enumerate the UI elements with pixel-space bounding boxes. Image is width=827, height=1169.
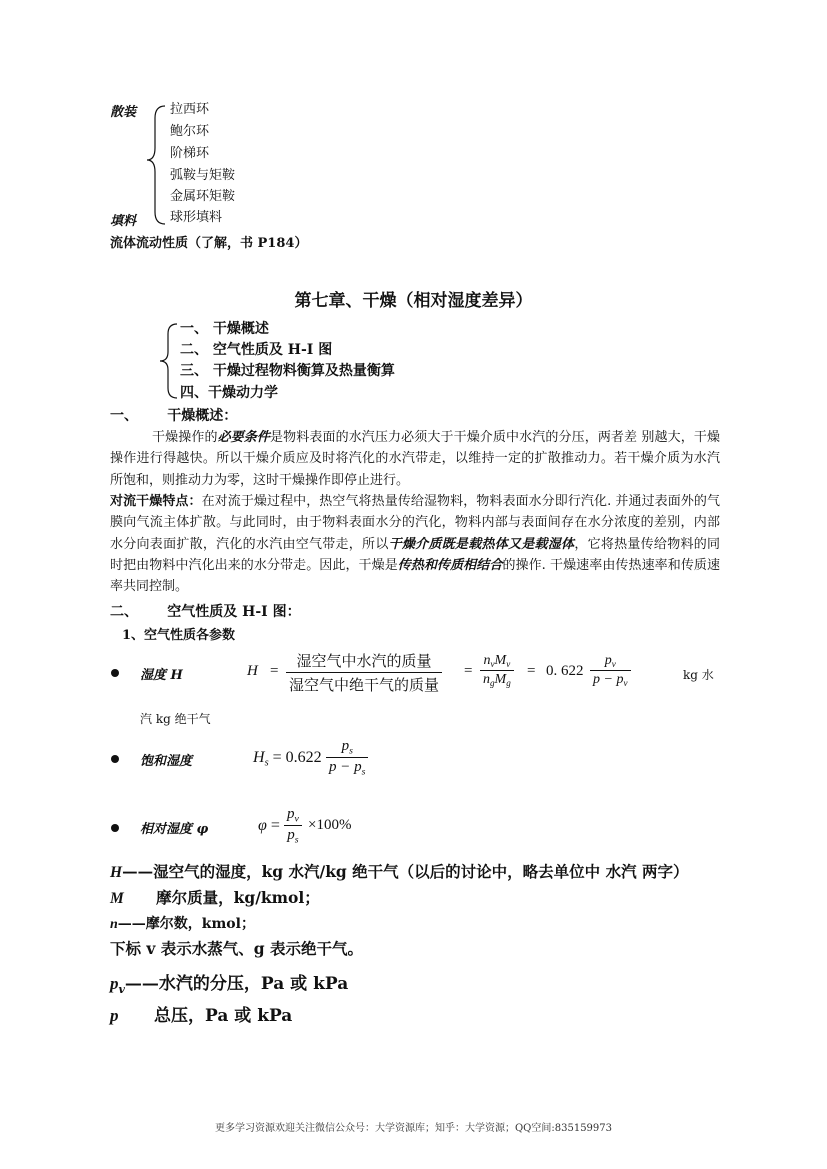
packing-item: 拉西环 <box>170 102 210 117</box>
bullet-icon <box>111 669 119 677</box>
bullet-icon <box>111 755 119 763</box>
section1-paragraph1 <box>110 427 720 491</box>
outline-item: 四、干燥动力学 <box>180 385 278 401</box>
p2-emphasis-1: 干燥介质既是载热体又是载湿体 <box>388 536 575 552</box>
definition-h: H——湿空气的湿度，kg 水汽/kg 绝干气（以后的讨论中，略去单位中 水汽 两字） <box>110 862 689 881</box>
p1-emphasis: 必要条件 <box>217 430 271 445</box>
definition-n: n——摩尔数，kmol； <box>110 916 255 932</box>
section2-sub1: 1、空气性质各参数 <box>122 628 236 643</box>
humidity-numerator: 湿空气中水汽的质量 <box>296 652 432 670</box>
p2-text-c: 的操作. 干燥速率由传热速率和传质速率共同控制。 <box>110 557 720 595</box>
relative-fraction: $p_v$ $p_s$ <box>284 806 302 846</box>
humidity-unit-b: 汽 kg 绝干气 <box>140 712 211 726</box>
packing-item: 金属环矩鞍 <box>170 189 236 204</box>
packing-item: 鲍尔环 <box>170 124 210 139</box>
humidity-fraction-words <box>286 650 442 695</box>
humidity-denominator: 湿空气中绝干气的质量 <box>289 676 440 694</box>
outline-item: 二、 空气性质及 H-I 图 <box>180 342 333 358</box>
page-footer: 更多学习资源欢迎关注微信公众号：大学资源库；知乎：大学资源；QQ空间:835159973 <box>214 1123 613 1134</box>
definition-p: p 总压，Pa 或 kPa <box>110 1006 293 1026</box>
bullet-icon <box>111 824 119 832</box>
saturated-label: 饱和湿度 <box>140 754 193 769</box>
packing-label-bottom: 填料 <box>110 214 137 229</box>
saturated-fraction: $p_s$ $p - p_s$ <box>326 738 368 778</box>
p2-emphasis-2: 传热和传质相结合 <box>397 557 503 573</box>
section1-heading: 一、 干燥概述： <box>110 408 238 424</box>
humidity-lhs: H <box>247 663 258 679</box>
p1-text-b: 是物料表面的水汽压力必须大于干燥介质中水汽的分压，两者差 别越大，干燥操作进行得越快。所以干燥介质应及时将汽化的水汽带走，以维持一定的扩散推动力。若干燥介质为水汽所饱和，则推动力为零，这时干燥操作即停止进行。 <box>110 430 720 488</box>
flow-note: 流体流动性质（了解，书 P184） <box>110 236 308 251</box>
chapter-title: 第七章、干燥（相对湿度差异） <box>294 291 533 311</box>
packing-brace <box>145 104 167 226</box>
definition-subscripts: 下标 v 表示水蒸气、g 表示绝干气。 <box>110 939 364 958</box>
p2-label: 对流干燥特点： <box>110 494 202 509</box>
outline-item: 一、 干燥概述 <box>180 321 269 337</box>
humidity-fraction-moles: $n_vM_v$ $n_gM_g$ <box>480 653 514 688</box>
outline-item: 三、 干燥过程物料衡算及热量衡算 <box>180 363 395 379</box>
humidity-coefficient: 0. 622 <box>546 663 584 679</box>
definition-pv: $p_v——$水汽的分压，Pa 或 kPa <box>110 974 349 996</box>
packing-item: 球形填料 <box>170 210 223 225</box>
relative-suffix: ×100% <box>308 817 352 833</box>
outline-brace <box>157 322 179 400</box>
humidity-fraction-pressure: $p_v$ $p - p_v$ <box>590 653 631 688</box>
p1-text-a: 干燥操作的 <box>152 430 218 445</box>
p2-text-b: ，它将热量传给物料的同时把由物料中汽化出来的水分带走。因此，干燥是 <box>110 536 720 573</box>
packing-item: 弧鞍与矩鞍 <box>170 168 236 183</box>
definition-m: M 摩尔质量，kg/kmol； <box>110 888 320 907</box>
humidity-unit-a: kg 水 <box>683 668 714 682</box>
equals-sign: = <box>527 663 536 679</box>
equals-sign: = <box>464 663 473 679</box>
saturated-coefficient: 0.622 <box>285 749 322 766</box>
equals-sign: = <box>270 663 279 679</box>
packing-item: 阶梯环 <box>170 146 210 161</box>
p2-text-a: 在对流于燥过程中，热空气将热量传给湿物料，物料表面水分即行汽化. 并通过表面外的气膜向气流主体扩散。与此同时，由于物料表面水分的汽化，物料内部与表面间存在水分浓度的差别，内部水分向表面扩散，汽化的水汽由空气带走，所以 <box>110 494 720 552</box>
packing-label-top: 散装 <box>110 105 137 120</box>
relative-label: 相对湿度 φ <box>140 822 209 837</box>
humidity-label: 湿度 H <box>140 668 183 683</box>
section2-heading: 二、 空气性质及 H-I 图： <box>110 604 301 620</box>
section1-paragraph2 <box>110 491 720 597</box>
